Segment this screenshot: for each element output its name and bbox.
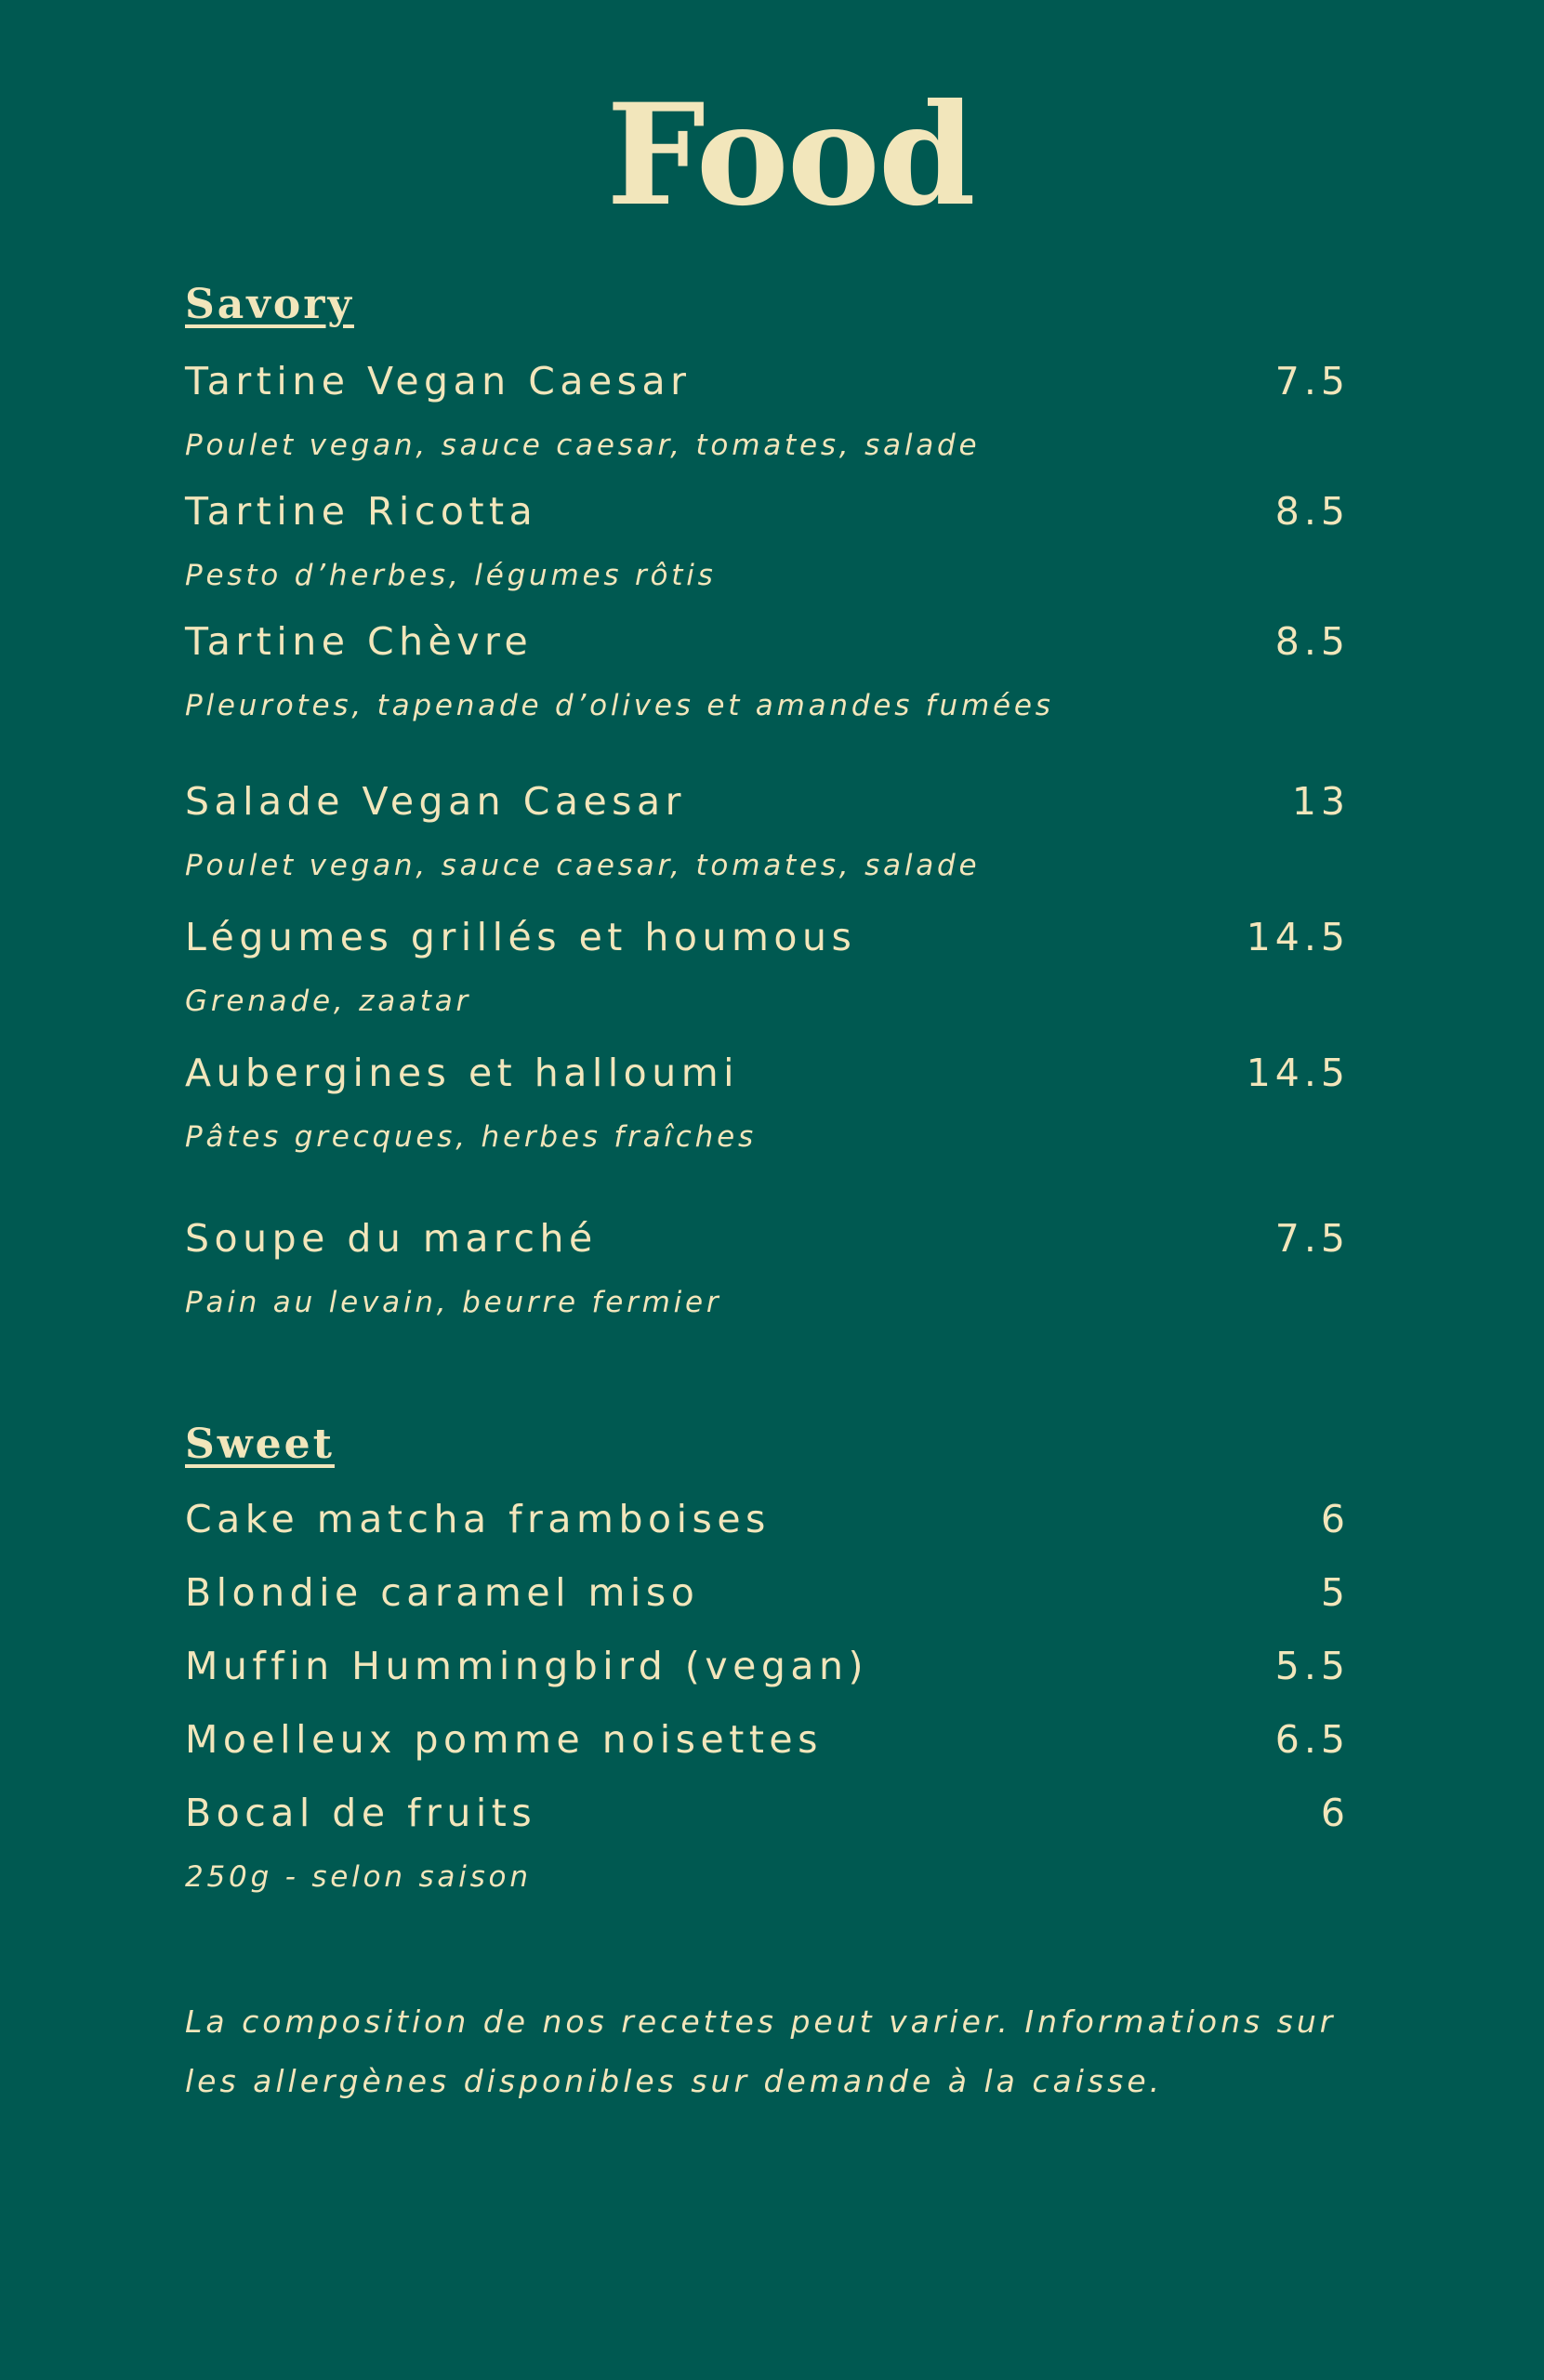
menu-item bbox=[185, 1717, 1350, 1762]
menu-item-price: 7.5 bbox=[1274, 1216, 1350, 1261]
menu-item bbox=[185, 779, 1350, 882]
section-heading-savory: Savory bbox=[185, 281, 354, 328]
menu-item-name: Moelleux pomme noisettes bbox=[185, 1717, 824, 1762]
menu-item-name: Tartine Vegan Caesar bbox=[185, 359, 692, 403]
menu-item-price: 6 bbox=[1320, 1497, 1350, 1541]
section-heading-sweet: Sweet bbox=[185, 1421, 335, 1468]
menu-item bbox=[185, 1497, 1350, 1541]
menu-item bbox=[185, 359, 1350, 462]
menu-item-description: Grenade, zaatar bbox=[185, 985, 472, 1018]
menu-item-name: Muffin Hummingbird (vegan) bbox=[185, 1644, 868, 1688]
menu-item bbox=[185, 619, 1350, 722]
menu-item-price: 5 bbox=[1320, 1570, 1350, 1615]
menu-item-price: 6.5 bbox=[1274, 1717, 1350, 1762]
menu-item-description: Pain au levain, beurre fermier bbox=[185, 1286, 722, 1319]
menu-item-description: Pesto d’herbes, légumes rôtis bbox=[185, 559, 717, 592]
menu-item-price: 7.5 bbox=[1274, 359, 1350, 403]
menu-item bbox=[185, 1051, 1350, 1154]
menu-item bbox=[185, 1644, 1350, 1688]
menu-item bbox=[185, 915, 1350, 1018]
menu-item-price: 13 bbox=[1291, 779, 1350, 824]
menu-item-description: Poulet vegan, sauce caesar, tomates, salade bbox=[185, 849, 981, 882]
menu-item-price: 14.5 bbox=[1246, 1051, 1350, 1095]
menu-item-price: 14.5 bbox=[1246, 915, 1350, 959]
allergen-note: La composition de nos recettes peut varier. Informations sur les allergènes disponibles sur demande à la caisse. bbox=[185, 2003, 1337, 2099]
menu-item bbox=[185, 489, 1350, 592]
menu-item-name: Tartine Ricotta bbox=[185, 489, 538, 534]
menu-item bbox=[185, 1216, 1350, 1319]
menu-item-name: Blondie caramel miso bbox=[185, 1570, 700, 1615]
menu-item-price: 8.5 bbox=[1274, 619, 1350, 664]
menu-item-name: Cake matcha framboises bbox=[185, 1497, 771, 1541]
menu-item-price: 8.5 bbox=[1274, 489, 1350, 534]
menu-item-price: 5.5 bbox=[1274, 1644, 1350, 1688]
menu-item bbox=[185, 1570, 1350, 1615]
menu-item-name: Bocal de fruits bbox=[185, 1791, 537, 1835]
menu-item-name: Soupe du marché bbox=[185, 1216, 598, 1261]
menu-item-description: Pleurotes, tapenade d’olives et amandes fumées bbox=[185, 689, 1054, 722]
menu-item-name: Légumes grillés et houmous bbox=[185, 915, 857, 959]
menu-item-price: 6 bbox=[1320, 1791, 1350, 1835]
menu-item-description: Poulet vegan, sauce caesar, tomates, salade bbox=[185, 429, 981, 462]
menu-item-description: 250g - selon saison bbox=[185, 1860, 532, 1894]
menu-item-name: Salade Vegan Caesar bbox=[185, 779, 687, 824]
menu-item-name: Aubergines et halloumi bbox=[185, 1051, 740, 1095]
menu-item bbox=[185, 1791, 1350, 1894]
page-title: Food bbox=[606, 73, 974, 237]
menu-item-name: Tartine Chèvre bbox=[185, 619, 534, 664]
menu-item-description: Pâtes grecques, herbes fraîches bbox=[185, 1120, 757, 1154]
